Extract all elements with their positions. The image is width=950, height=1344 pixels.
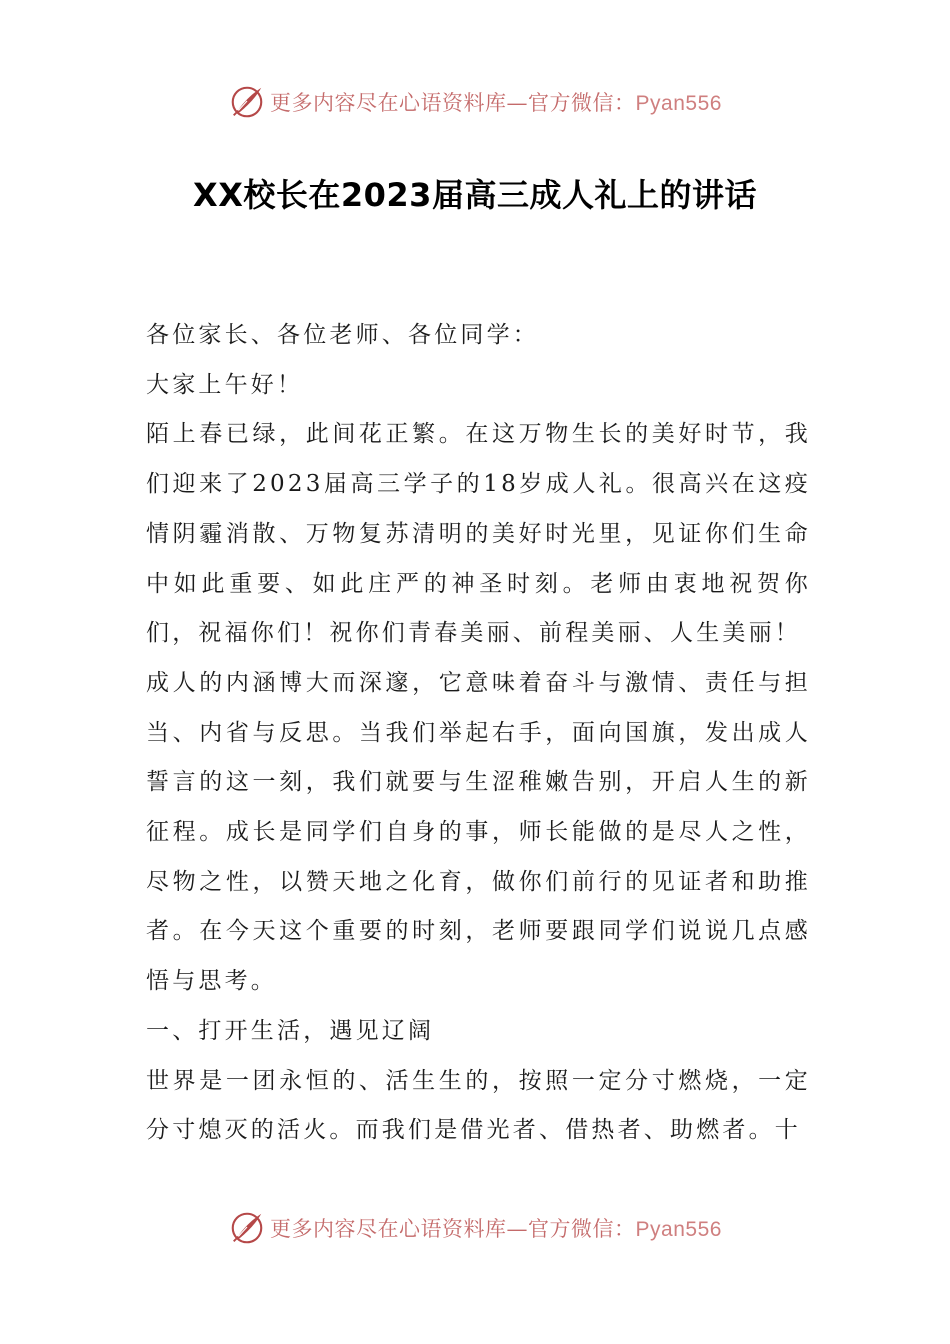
section-heading: 一、打开生活，遇见辽阔	[146, 1017, 435, 1044]
quill-pen-logo-icon	[228, 1209, 266, 1247]
footer-banner	[0, 1206, 950, 1250]
banner-contact: Pyan556	[635, 1218, 722, 1241]
greeting: 大家上午好！	[146, 371, 304, 398]
banner-text: 更多内容尽在心语资料库—官方微信：Pyan556	[270, 91, 722, 115]
body-paragraph: 陌上春已绿，此间花正繁。在这万物生长的美好时节，我们迎来了2023届高三学子的18岁成人礼。很高兴在这疫情阴霾消散、万物复苏清明的美好时光里，见证你们生命中如此重要、如此庄严的神圣时刻。老师由衷地祝贺你们，祝福你们！祝你们青春美丽、前程美丽、人生美丽！	[146, 421, 811, 647]
quill-pen-logo-icon	[228, 83, 266, 121]
body-paragraph: 成人的内涵博大而深邃，它意味着奋斗与激情、责任与担当、内省与反思。当我们举起右手，面向国旗，发出成人誓言的这一刻，我们就要与生涩稚嫩告别，开启人生的新征程。成长是同学们自身的事，师长能做的是尽人之性，尽物之性，以赞天地之化育，做你们前行的见证者和助推者。在今天这个重要的时刻，老师要跟同学们说说几点感悟与思考。	[146, 669, 811, 995]
salutation: 各位家长、各位老师、各位同学：	[146, 322, 539, 348]
banner-contact: Pyan556	[635, 92, 722, 115]
banner-text: 更多内容尽在心语资料库—官方微信：Pyan556	[270, 1217, 722, 1241]
document-title: XX校长在2023届高三成人礼上的讲话	[193, 176, 757, 214]
header-banner	[0, 80, 950, 124]
body-paragraph: 世界是一团永恒的、活生生的，按照一定分寸燃烧，一定分寸熄灭的活火。而我们是借光者、借热者、助燃者。十	[146, 1067, 811, 1144]
document-body	[146, 311, 811, 1156]
